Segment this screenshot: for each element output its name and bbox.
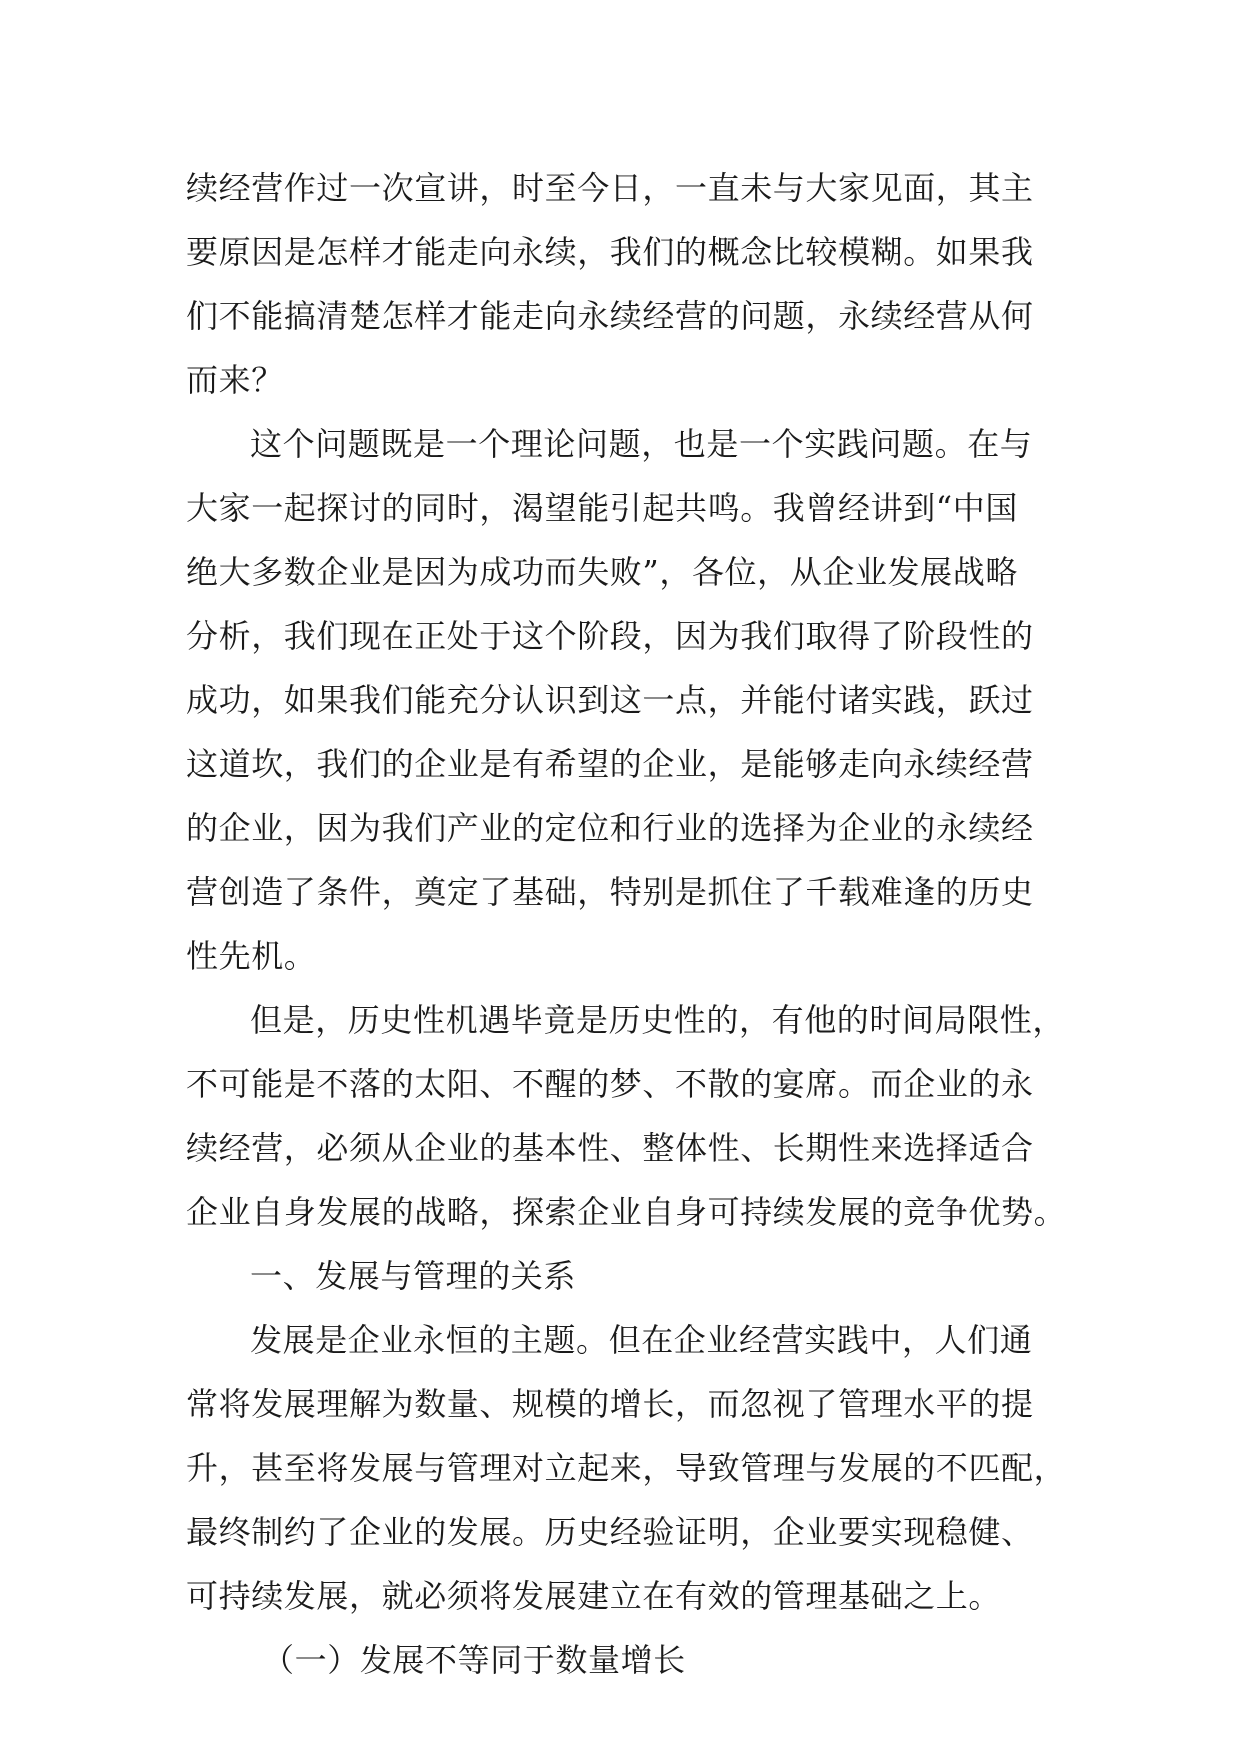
text-line: 要原因是怎样才能走向永续，我们的概念比较模糊。如果我 (186, 233, 1034, 271)
text-line: 续经营作过一次宣讲，时至今日，一直未与大家见面，其主 (186, 169, 1034, 207)
text-line: 而来？ (186, 361, 284, 399)
subsection-heading: （一）发展不等同于数量增长 (262, 1641, 686, 1679)
text-line: 续经营，必须从企业的基本性、整体性、长期性来选择适合 (186, 1129, 1034, 1167)
paragraph-first-line: 但是，历史性机遇毕竟是历史性的，有他的时间局限性， (250, 1001, 1066, 1039)
text-line: 营创造了条件，奠定了基础，特别是抓住了千载难逢的历史 (186, 873, 1034, 911)
text-line: 性先机。 (186, 937, 317, 975)
text-line: 大家一起探讨的同时，渴望能引起共鸣。我曾经讲到“中国 (186, 489, 1018, 527)
text-line: 的企业，因为我们产业的定位和行业的选择为企业的永续经 (186, 809, 1034, 847)
text-line: 绝大多数企业是因为成功而失败”，各位，从企业发展战略 (186, 553, 1018, 591)
paragraph-first-line: 这个问题既是一个理论问题，也是一个实践问题。在与 (250, 425, 1033, 463)
paragraph-first-line: 发展是企业永恒的主题。但在企业经营实践中，人们通 (250, 1321, 1033, 1359)
text-line: 分析，我们现在正处于这个阶段，因为我们取得了阶段性的 (186, 617, 1034, 655)
text-line: 最终制约了企业的发展。历史经验证明，企业要实现稳健、 (186, 1513, 1034, 1551)
text-line: 成功，如果我们能充分认识到这一点，并能付诸实践，跃过 (186, 681, 1034, 719)
text-line: 企业自身发展的战略，探索企业自身可持续发展的竞争优势。 (186, 1193, 1067, 1231)
text-line: 这道坎，我们的企业是有希望的企业，是能够走向永续经营 (186, 745, 1034, 783)
text-line: 可持续发展，就必须将发展建立在有效的管理基础之上。 (186, 1577, 1002, 1615)
text-line: 不可能是不落的太阳、不醒的梦、不散的宴席。而企业的永 (186, 1065, 1034, 1103)
text-line: 常将发展理解为数量、规模的增长，而忽视了管理水平的提 (186, 1385, 1034, 1423)
section-heading: 一、发展与管理的关系 (250, 1257, 577, 1295)
text-line: 们不能搞清楚怎样才能走向永续经营的问题，永续经营从何 (186, 297, 1034, 335)
text-line: 升，甚至将发展与管理对立起来，导致管理与发展的不匹配， (186, 1449, 1067, 1487)
